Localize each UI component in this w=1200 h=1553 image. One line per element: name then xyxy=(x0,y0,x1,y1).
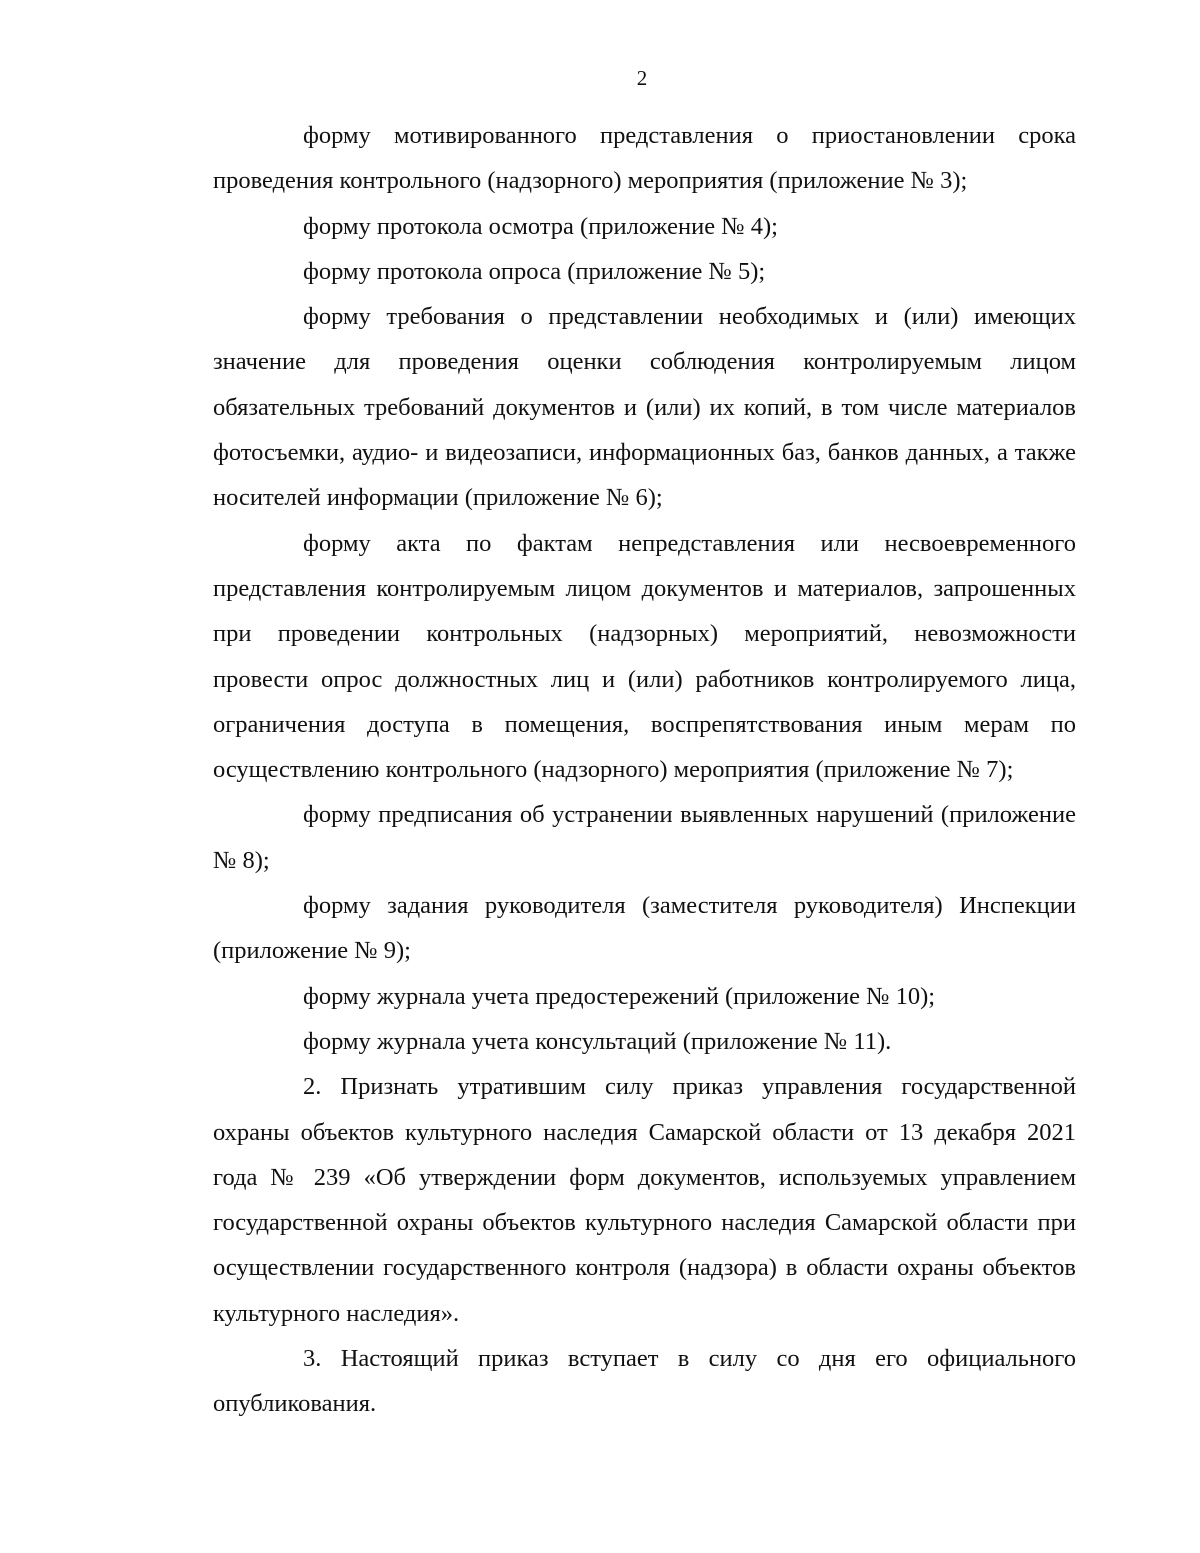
paragraph-form-survey-protocol: форму протокола опроса (приложение № 5); xyxy=(303,257,766,285)
paragraph-revocation-clause: 2. Признать утратившим силу приказ управления государственной охраны объектов культурного наследия Самарской области от 13 декабря 2021 года № 239 «Об утверждении форм документов, используемых управлением государственной охраны объектов культурного наследия Самарской области при осуществлении государственного контроля (надзора) в области охраны объектов культурного наследия». xyxy=(213,1073,1076,1327)
document-body xyxy=(213,113,1076,1427)
page-number: 2 xyxy=(636,66,648,90)
paragraph-form-inspection-protocol: форму протокола осмотра (приложение № 4); xyxy=(303,212,778,240)
paragraph-effective-date-clause: 3. Настоящий приказ вступает в силу со дня его официального опубликования. xyxy=(213,1345,1076,1418)
paragraph-form-non-submission-act: форму акта по фактам непредставления или несвоевременного представления контролируемым лицом документов и материалов, запрошенных при проведении контрольных (надзорных) мероприятий, невозможности провести опрос должностных лиц и (или) работников контролируемого лица, ограничения доступа в помещения, воспрепятствования иным мерам по осуществлению контрольного (надзорного) мероприятия (приложение № 7); xyxy=(213,529,1076,784)
paragraph-form-documents-request: форму требования о представлении необходимых и (или) имеющих значение для проведения оценки соблюдения контролируемым лицом обязательных требований документов и (или) их копий, в том числе материалов фотосъемки, аудио- и видеозаписи, информационных баз, банков данных, а также носителей информации (приложение № 6); xyxy=(213,303,1076,512)
paragraph-form-consultations-log: форму журнала учета консультаций (приложение № 11). xyxy=(303,1027,892,1055)
paragraph-form-warnings-log: форму журнала учета предостережений (приложение № 10); xyxy=(303,982,936,1010)
paragraph-form-head-assignment: форму задания руководителя (заместителя руководителя) Инспекции (приложение № 9); xyxy=(213,892,1076,965)
paragraph-form-suspension: форму мотивированного представления о приостановлении срока проведения контрольного (надзорного) мероприятия (приложение № 3); xyxy=(213,122,1076,195)
paragraph-form-prescription: форму предписания об устранении выявленных нарушений (приложение № 8); xyxy=(213,801,1076,874)
